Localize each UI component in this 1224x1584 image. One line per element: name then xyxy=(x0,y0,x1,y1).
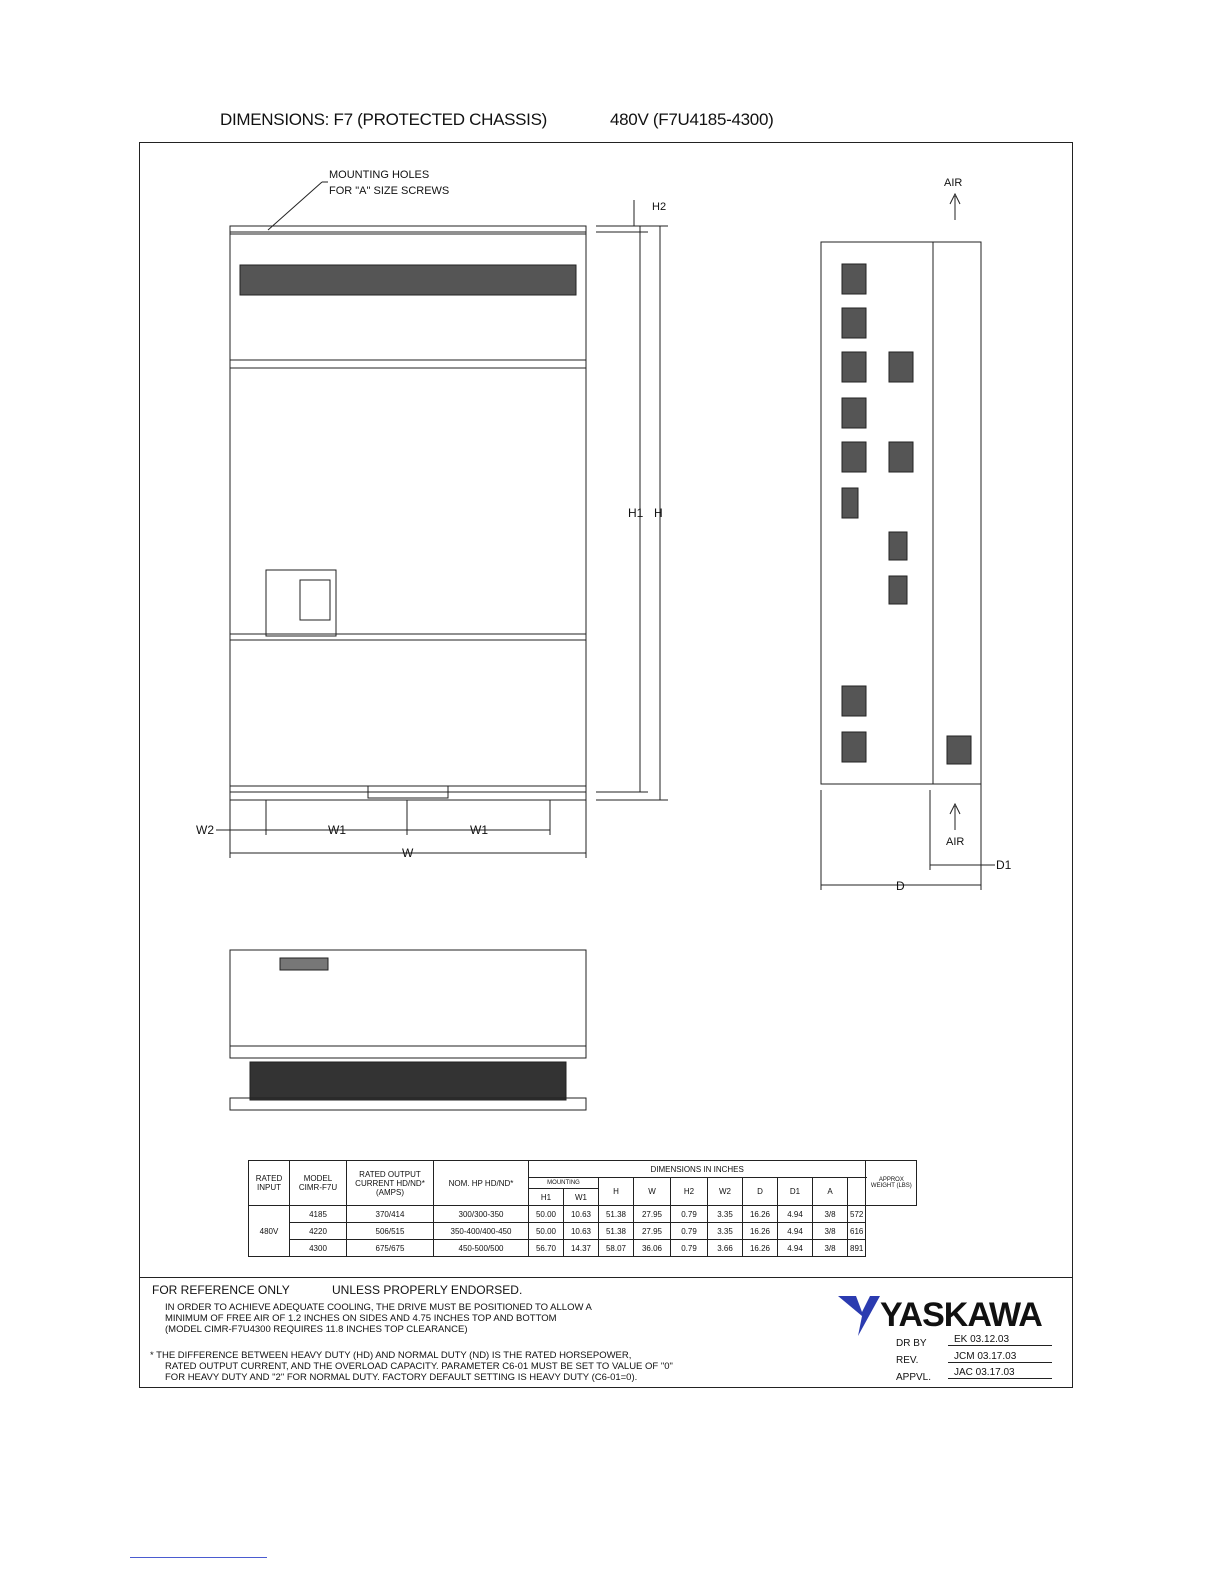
page-title: DIMENSIONS: F7 (PROTECTED CHASSIS) xyxy=(220,110,548,129)
table-cell: 58.07 xyxy=(599,1240,634,1257)
table-cell: 50.00 xyxy=(529,1223,564,1240)
table-cell: 16.26 xyxy=(743,1240,778,1257)
unless-endorsed: UNLESS PROPERLY ENDORSED. xyxy=(332,1283,523,1297)
dimensions-table xyxy=(248,1160,917,1257)
dim-d: D xyxy=(896,879,905,893)
dr-by-value: EK 03.12.03 xyxy=(948,1334,1052,1346)
table-cell: 51.38 xyxy=(599,1206,634,1223)
table-cell: 27.95 xyxy=(634,1206,671,1223)
table-cell: 10.63 xyxy=(564,1206,599,1223)
note-line: MINIMUM OF FREE AIR OF 1.2 INCHES ON SIDES AND 4.75 INCHES TOP AND BOTTOM xyxy=(165,1313,557,1324)
table-cell: 370/414 xyxy=(347,1206,434,1223)
dim-d1: D1 xyxy=(996,858,1012,872)
table-cell: 14.37 xyxy=(564,1240,599,1257)
th-d: D xyxy=(743,1178,778,1206)
dim-w: W xyxy=(402,846,414,860)
th-h: H xyxy=(599,1178,634,1206)
th-weight: APPROX WEIGHT (LBS) xyxy=(866,1161,917,1206)
dim-w1-left: W1 xyxy=(328,823,346,837)
appvl-value: JAC 03.17.03 xyxy=(948,1367,1052,1379)
table-cell: 350-400/400-450 xyxy=(434,1223,529,1240)
th-a: A xyxy=(813,1178,848,1206)
voltage-title: 480V (F7U4185-4300) xyxy=(610,110,774,129)
table-cell: 0.79 xyxy=(671,1240,708,1257)
table-cell: 0.79 xyxy=(671,1223,708,1240)
note-line: (MODEL CIMR-F7U4300 REQUIRES 11.8 INCHES TOP CLEARANCE) xyxy=(165,1324,468,1335)
table-cell: 3.35 xyxy=(708,1223,743,1240)
table-row xyxy=(249,1223,917,1240)
side-view xyxy=(821,242,981,784)
table-cell: 3.35 xyxy=(708,1206,743,1223)
table-cell: 3/8 xyxy=(813,1223,848,1240)
air-bottom-label: AIR xyxy=(946,836,965,848)
th-model: MODEL CIMR-F7U xyxy=(290,1161,347,1206)
front-view xyxy=(230,226,586,800)
th-rated-output: RATED OUTPUT CURRENT HD/ND* (AMPS) xyxy=(347,1161,434,1206)
table-cell: 10.63 xyxy=(564,1223,599,1240)
th-h1: H1 xyxy=(529,1189,564,1206)
table-cell: 3/8 xyxy=(813,1240,848,1257)
appvl-label: APPVL. xyxy=(896,1372,932,1383)
table-cell: 300/300-350 xyxy=(434,1206,529,1223)
rev-value: JCM 03.17.03 xyxy=(948,1351,1052,1363)
mounting-note-2: FOR "A" SIZE SCREWS xyxy=(329,185,450,197)
reference-only: FOR REFERENCE ONLY xyxy=(152,1283,290,1297)
table-cell: 36.06 xyxy=(634,1240,671,1257)
table-cell: 450-500/500 xyxy=(434,1240,529,1257)
note-line: RATED OUTPUT CURRENT, AND THE OVERLOAD CAPACITY. PARAMETER C6-01 MUST BE SET TO VALUE OF "0" xyxy=(165,1361,673,1372)
dim-h2: H2 xyxy=(652,201,667,213)
th-nom-hp: NOM. HP HD/ND* xyxy=(434,1161,529,1206)
dim-h1: H1 xyxy=(628,506,644,520)
cooling-note xyxy=(165,1302,592,1335)
table-cell: 51.38 xyxy=(599,1223,634,1240)
note-line: IN ORDER TO ACHIEVE ADEQUATE COOLING, THE DRIVE MUST BE POSITIONED TO ALLOW A xyxy=(165,1302,592,1313)
table-cell: 27.95 xyxy=(634,1223,671,1240)
air-top-label: AIR xyxy=(944,177,963,189)
th-mounting: MOUNTING xyxy=(529,1178,599,1189)
rev-label: REV. xyxy=(896,1355,919,1366)
table-cell: 4300 xyxy=(290,1240,347,1257)
table-cell: 0.79 xyxy=(671,1206,708,1223)
th-rated-input: RATED INPUT xyxy=(249,1161,290,1206)
table-cell: 4.94 xyxy=(778,1240,813,1257)
table-cell: 3.66 xyxy=(708,1240,743,1257)
link-underline[interactable] xyxy=(130,1557,267,1558)
th-w2: W2 xyxy=(708,1178,743,1206)
table-cell: 3/8 xyxy=(813,1206,848,1223)
table-cell: 616 xyxy=(848,1223,866,1240)
logo-text: YASKAWA xyxy=(880,1296,1042,1334)
table-cell: 4185 xyxy=(290,1206,347,1223)
th-w1: W1 xyxy=(564,1189,599,1206)
table-cell: 56.70 xyxy=(529,1240,564,1257)
divider xyxy=(139,1277,1073,1278)
table-row xyxy=(249,1240,917,1257)
th-w: W xyxy=(634,1178,671,1206)
table-row xyxy=(249,1206,917,1223)
th-d1: D1 xyxy=(778,1178,813,1206)
duty-note xyxy=(150,1350,673,1383)
dr-by-label: DR BY xyxy=(896,1338,927,1349)
table-cell: 16.26 xyxy=(743,1206,778,1223)
table-cell: 4220 xyxy=(290,1223,347,1240)
rated-input-cell: 480V xyxy=(249,1206,290,1257)
table-cell: 506/515 xyxy=(347,1223,434,1240)
table-cell: 16.26 xyxy=(743,1223,778,1240)
dim-w1-right: W1 xyxy=(470,823,488,837)
dim-h: H xyxy=(654,506,663,520)
table-cell: 891 xyxy=(848,1240,866,1257)
table-cell: 4.94 xyxy=(778,1206,813,1223)
table-cell: 572 xyxy=(848,1206,866,1223)
note-line: * THE DIFFERENCE BETWEEN HEAVY DUTY (HD) AND NORMAL DUTY (ND) IS THE RATED HORSEPOWER, xyxy=(150,1350,632,1361)
dim-w2: W2 xyxy=(196,823,214,837)
table-cell: 4.94 xyxy=(778,1223,813,1240)
th-h2: H2 xyxy=(671,1178,708,1206)
note-line: FOR HEAVY DUTY AND "2" FOR NORMAL DUTY. FACTORY DEFAULT SETTING IS HEAVY DUTY (C6-01=0). xyxy=(165,1372,638,1383)
th-dimensions: DIMENSIONS IN INCHES xyxy=(529,1161,866,1178)
table-cell: 675/675 xyxy=(347,1240,434,1257)
bottom-view xyxy=(230,950,586,1110)
mounting-note: MOUNTING HOLES xyxy=(329,169,430,181)
table-cell: 50.00 xyxy=(529,1206,564,1223)
